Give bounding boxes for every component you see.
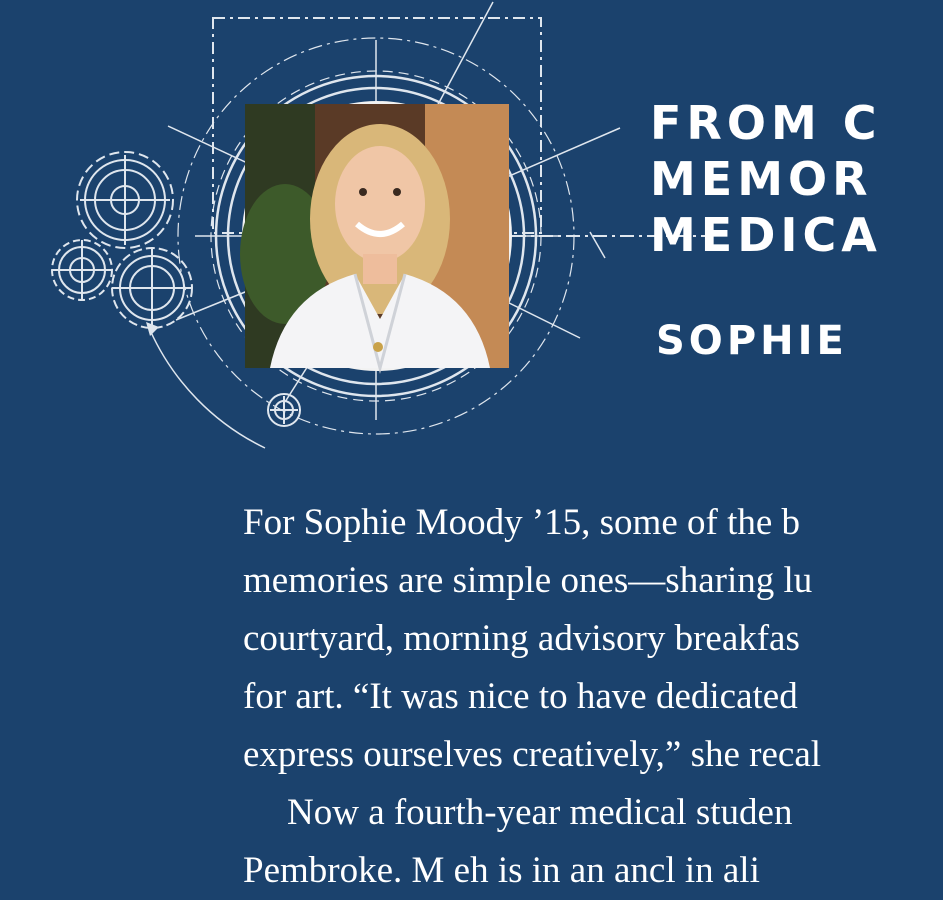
- headline: [650, 95, 882, 263]
- headline-line: MEDICA: [650, 208, 882, 262]
- body-line: memories are simple ones—sharing lu: [243, 560, 813, 601]
- body-line: Now a fourth-year medical studen: [287, 792, 793, 833]
- article-body: [243, 494, 943, 900]
- diagonal-lower-left: [176, 290, 250, 320]
- headline-line: MEMOR: [650, 152, 873, 206]
- gear-icon: [77, 152, 173, 248]
- byline: SOPHIE: [656, 318, 848, 364]
- body-line: courtyard, morning advisory breakfas: [243, 618, 800, 659]
- diagonal-right-top: [500, 128, 620, 180]
- body-line: for art. “It was nice to have dedicated: [243, 676, 798, 717]
- crosshair-icon: [268, 394, 300, 426]
- body-line: Pembroke. M eh is in an ancl in ali: [243, 850, 760, 891]
- body-line: For Sophie Moody ’15, some of the b: [243, 502, 801, 543]
- body-line: express ourselves creatively,” she recal: [243, 734, 822, 775]
- gear-icon: [52, 240, 112, 300]
- headline-line: FROM C: [650, 96, 882, 150]
- portrait-photo: [242, 101, 512, 371]
